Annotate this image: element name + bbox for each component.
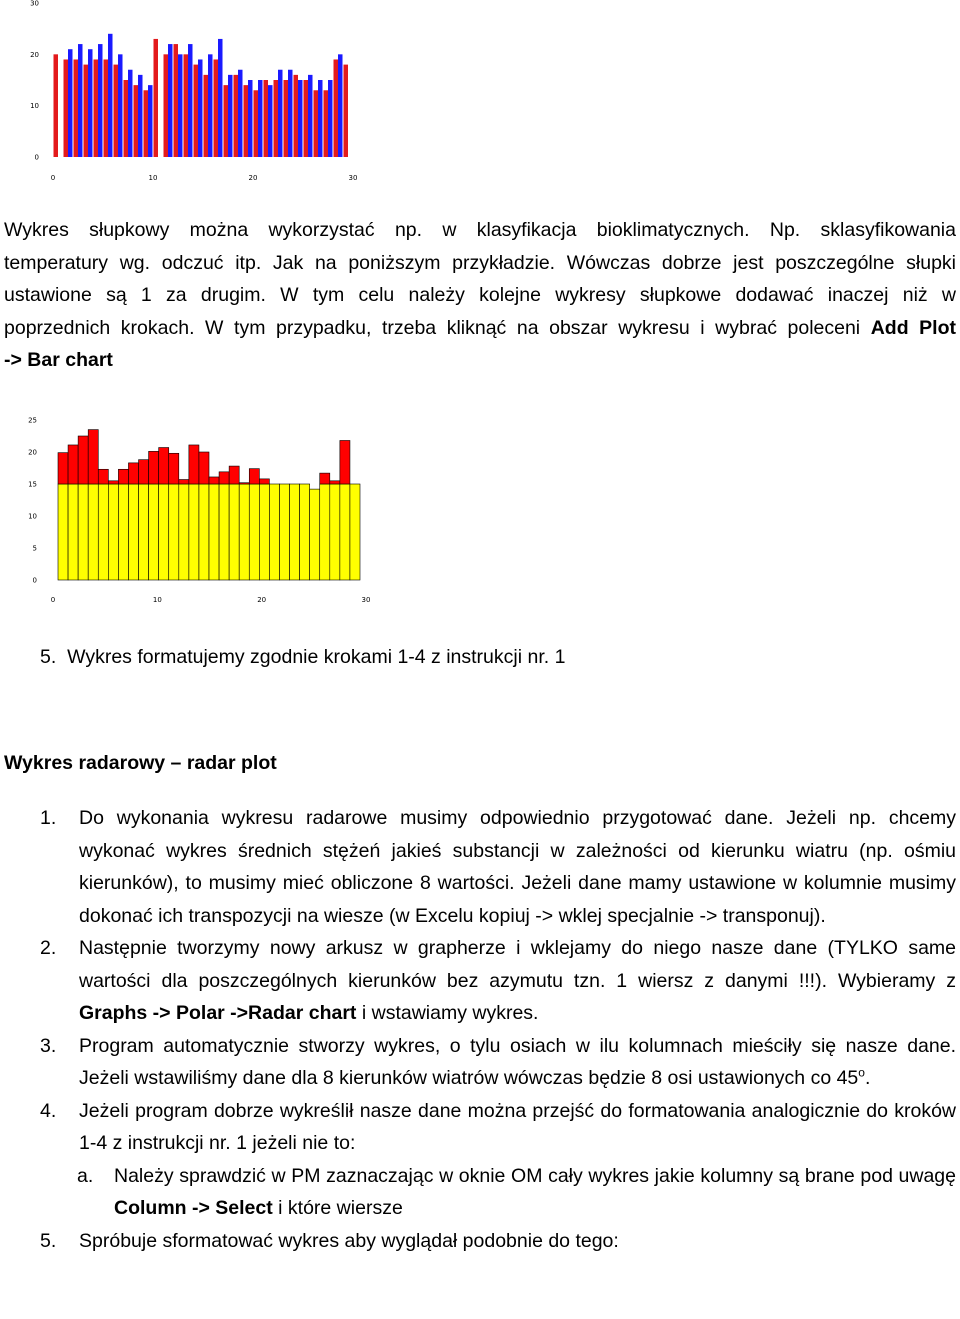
- stacked-bar-chart: [0, 410, 380, 610]
- y-tick-label: 30: [30, 0, 39, 8]
- bar: [324, 90, 329, 157]
- bar: [134, 85, 139, 157]
- grouped-bar-chart: [0, 0, 380, 200]
- section-heading: Wykres radarowy – radar plot: [4, 752, 277, 774]
- bar-segment: [249, 484, 259, 580]
- bar: [244, 85, 249, 157]
- bar: [144, 90, 149, 157]
- bar-segment: [300, 484, 310, 580]
- list-text: Należy sprawdzić w PM zaznaczając w oknie OM cały wykres jakie kolumny są brane pod uwagę: [114, 1164, 956, 1187]
- bar: [84, 65, 89, 157]
- bar: [284, 80, 289, 157]
- list-item: [40, 1095, 956, 1160]
- bar-segment: [169, 453, 179, 484]
- bar-segment: [108, 481, 118, 484]
- x-tick-label: 0: [50, 174, 56, 182]
- bar: [138, 75, 143, 157]
- bar: [268, 85, 273, 157]
- bar-segment: [340, 440, 350, 484]
- paragraph-text: poprzednich krokach. W tym przypadku, trzeba kliknąć na obszar wykresu i wybrać poleceni: [4, 316, 871, 339]
- list-text: Następnie tworzymy nowy arkusz w grapherze i wklejamy do niego nasze dane (TYLKO same wartości dla poszczególnych kierunków bez azymutu tzn. 1 wiersz z danymi !!!). Wybieramy z: [79, 937, 956, 992]
- list-text: .: [864, 1067, 871, 1089]
- list-bold: Column -> Select: [114, 1197, 273, 1219]
- bar-segment: [179, 484, 189, 580]
- bar-segment: [239, 483, 249, 484]
- bar: [124, 80, 129, 157]
- bar: [204, 75, 209, 157]
- bar-segment: [179, 480, 189, 484]
- bar: [168, 44, 173, 157]
- bar-segment: [159, 448, 169, 484]
- list-text: Jeżeli program dobrze wykreślił nasze dane można przejść do formatowania analogicznie do kroków 1-4 z instrukcji nr. 1 jeżeli nie to:: [79, 1099, 956, 1154]
- bar-segment: [149, 451, 159, 484]
- x-tick-label: 30: [348, 174, 358, 182]
- paragraph-line: [4, 344, 956, 377]
- bar-segment: [199, 484, 209, 580]
- x-tick-label: 20: [248, 174, 258, 182]
- bar: [228, 75, 233, 157]
- list-number: 3.: [40, 1034, 57, 1057]
- bar-segment: [219, 472, 229, 484]
- bar: [314, 90, 319, 157]
- bar-segment: [239, 484, 249, 580]
- bar-segment: [219, 484, 229, 580]
- y-tick-label: 0: [32, 576, 37, 585]
- bar-segment: [149, 484, 159, 580]
- bar-segment: [330, 481, 340, 484]
- bar-segment: [259, 484, 269, 580]
- bar: [308, 75, 313, 157]
- bar: [94, 59, 99, 157]
- bar: [174, 44, 179, 157]
- bar: [334, 59, 339, 157]
- bar: [98, 44, 103, 157]
- bar-segment: [139, 460, 149, 484]
- bar: [224, 85, 229, 157]
- bar: [218, 39, 223, 157]
- list-number: 5.: [40, 1229, 57, 1252]
- bar-segment: [229, 484, 239, 580]
- bar-segment: [209, 477, 219, 484]
- bar: [264, 80, 269, 157]
- bar-segment: [290, 484, 300, 580]
- bar: [64, 59, 69, 157]
- bar: [278, 70, 283, 157]
- bar-segment: [279, 484, 289, 580]
- bar: [154, 39, 159, 157]
- bar: [54, 54, 59, 157]
- bar-segment: [320, 484, 330, 580]
- bar-segment: [128, 463, 138, 484]
- bar-segment: [118, 469, 128, 484]
- paragraph-bold: -> Bar chart: [4, 349, 113, 371]
- bar: [68, 49, 73, 157]
- bar: [188, 44, 193, 157]
- sub-list-item: [0, 1160, 956, 1225]
- list-number: 1.: [40, 807, 57, 829]
- paragraph-line: [4, 312, 956, 345]
- bar-segment: [88, 484, 98, 580]
- y-tick-label: 0: [34, 153, 39, 162]
- list-text: i wstawiamy wykres.: [356, 1002, 539, 1024]
- bar-segment: [108, 484, 118, 580]
- list-text: Do wykonania wykresu radarowe musimy odpowiednio przygotować dane. Jeżeli np. chcemy wykonać wykres średnich stężeń jakieś substancji w zależności od kierunku wiatru (np. ośmiu kierunków), to musimy mieć obliczone 8 wartości. Jeżeli dane mamy ustawione w kolumnie musimy dokonać ich transpozycji na wiesze (w Excelu kopiuj -> wklej specjalnie -> transponuj).: [79, 807, 956, 927]
- intro-paragraph: [4, 214, 956, 377]
- bar-segment: [189, 445, 199, 484]
- bar: [194, 65, 199, 157]
- bar-segment: [58, 453, 68, 484]
- bar-segment: [78, 436, 88, 484]
- bar-segment: [199, 452, 209, 484]
- bar-segment: [209, 484, 219, 580]
- bar: [114, 65, 119, 157]
- list-number: 2.: [40, 937, 57, 959]
- x-tick-label: 10: [152, 596, 162, 604]
- bar: [288, 70, 293, 157]
- list-item: [40, 932, 956, 1030]
- list-text: Program automatycznie stworzy wykres, o tylu osiach w ilu kolumnach mieściły się nasze dane. Jeżeli wstawiliśmy dane dla 8 kierunków wiatrów wówczas będzie 8 osi ustawionych co 45: [79, 1034, 956, 1089]
- x-tick-label: 20: [257, 596, 267, 604]
- instruction-list: [40, 802, 956, 1257]
- bar-segment: [269, 484, 279, 580]
- list-text: Spróbuje sformatować wykres aby wyglądał podobnie do tego:: [79, 1229, 619, 1252]
- bar-segment: [189, 484, 199, 580]
- bar-segment: [68, 445, 78, 484]
- list-item: [40, 1030, 956, 1095]
- bar-segment: [350, 484, 360, 580]
- bar-segment: [159, 484, 169, 580]
- paragraph-line: ustawione są 1 za drugim. W tym celu należy kolejne wykresy słupkowe dodawać inaczej niż w: [4, 284, 956, 306]
- bar: [344, 65, 349, 157]
- y-tick-label: 20: [30, 50, 39, 59]
- list-item: [40, 1225, 956, 1258]
- x-tick-label: 30: [361, 596, 371, 604]
- y-tick-label: 15: [28, 480, 37, 489]
- bar-segment: [68, 484, 78, 580]
- bar: [248, 80, 253, 157]
- bar: [234, 75, 239, 157]
- bar: [214, 59, 219, 157]
- bar-segment: [128, 484, 138, 580]
- bar: [198, 59, 203, 157]
- bar: [74, 59, 79, 157]
- bar-segment: [249, 469, 259, 484]
- bar: [254, 90, 259, 157]
- y-tick-label: 5: [32, 544, 37, 553]
- paragraph-bold: Add Plot: [870, 316, 956, 339]
- bar-segment: [169, 484, 179, 580]
- list-item: [40, 802, 956, 932]
- bar-segment: [98, 484, 108, 580]
- bar-segment: [88, 430, 98, 484]
- bar: [104, 59, 109, 157]
- list-letter: a.: [77, 1164, 94, 1187]
- bar: [328, 80, 333, 157]
- bar-segment: [139, 484, 149, 580]
- bar: [304, 80, 309, 157]
- bar: [338, 54, 343, 157]
- bar-segment: [98, 469, 108, 484]
- bar: [88, 49, 93, 157]
- bar: [128, 70, 133, 157]
- bar-segment: [330, 484, 340, 580]
- y-tick-label: 25: [28, 416, 37, 425]
- bar: [274, 80, 279, 157]
- bar: [298, 80, 303, 157]
- bar: [208, 54, 213, 157]
- degree-sup: o: [858, 1065, 865, 1080]
- bar-segment: [259, 479, 269, 484]
- bar-segment: [320, 473, 330, 484]
- bar-segment: [310, 489, 320, 580]
- bar-segment: [58, 484, 68, 580]
- step-5: [40, 646, 565, 669]
- bar: [108, 34, 113, 157]
- step-text: Wykres formatujemy zgodnie krokami 1-4 z instrukcji nr. 1: [67, 646, 566, 668]
- y-tick-label: 20: [28, 448, 37, 457]
- bar: [294, 75, 299, 157]
- x-tick-label: 0: [50, 596, 56, 604]
- bar-segment: [340, 484, 350, 580]
- bar: [258, 80, 263, 157]
- bar: [178, 54, 183, 157]
- y-tick-label: 10: [30, 102, 39, 111]
- bar: [78, 44, 83, 157]
- bar: [118, 54, 123, 157]
- y-tick-label: 10: [28, 512, 37, 521]
- bar-segment: [78, 484, 88, 580]
- paragraph-line: Wykres słupkowy można wykorzystać np. w klasyfikacja bioklimatycznych. Np. sklasyfikowania: [4, 219, 956, 241]
- list-number: 4.: [40, 1099, 57, 1122]
- bar-segment: [229, 466, 239, 484]
- bar: [184, 54, 189, 157]
- bar: [318, 80, 323, 157]
- list-text: i które wiersze: [272, 1197, 403, 1219]
- bar-segment: [118, 484, 128, 580]
- x-tick-label: 10: [148, 174, 158, 182]
- paragraph-line: temperatury wg. odczuć itp. Jak na poniższym przykładzie. Wówczas dobrze jest poszczególne słupki: [4, 251, 956, 274]
- bar: [238, 70, 243, 157]
- bar: [148, 85, 153, 157]
- list-bold: Graphs -> Polar ->Radar chart: [79, 1002, 357, 1024]
- step-number: 5.: [40, 646, 57, 668]
- bar: [164, 54, 169, 157]
